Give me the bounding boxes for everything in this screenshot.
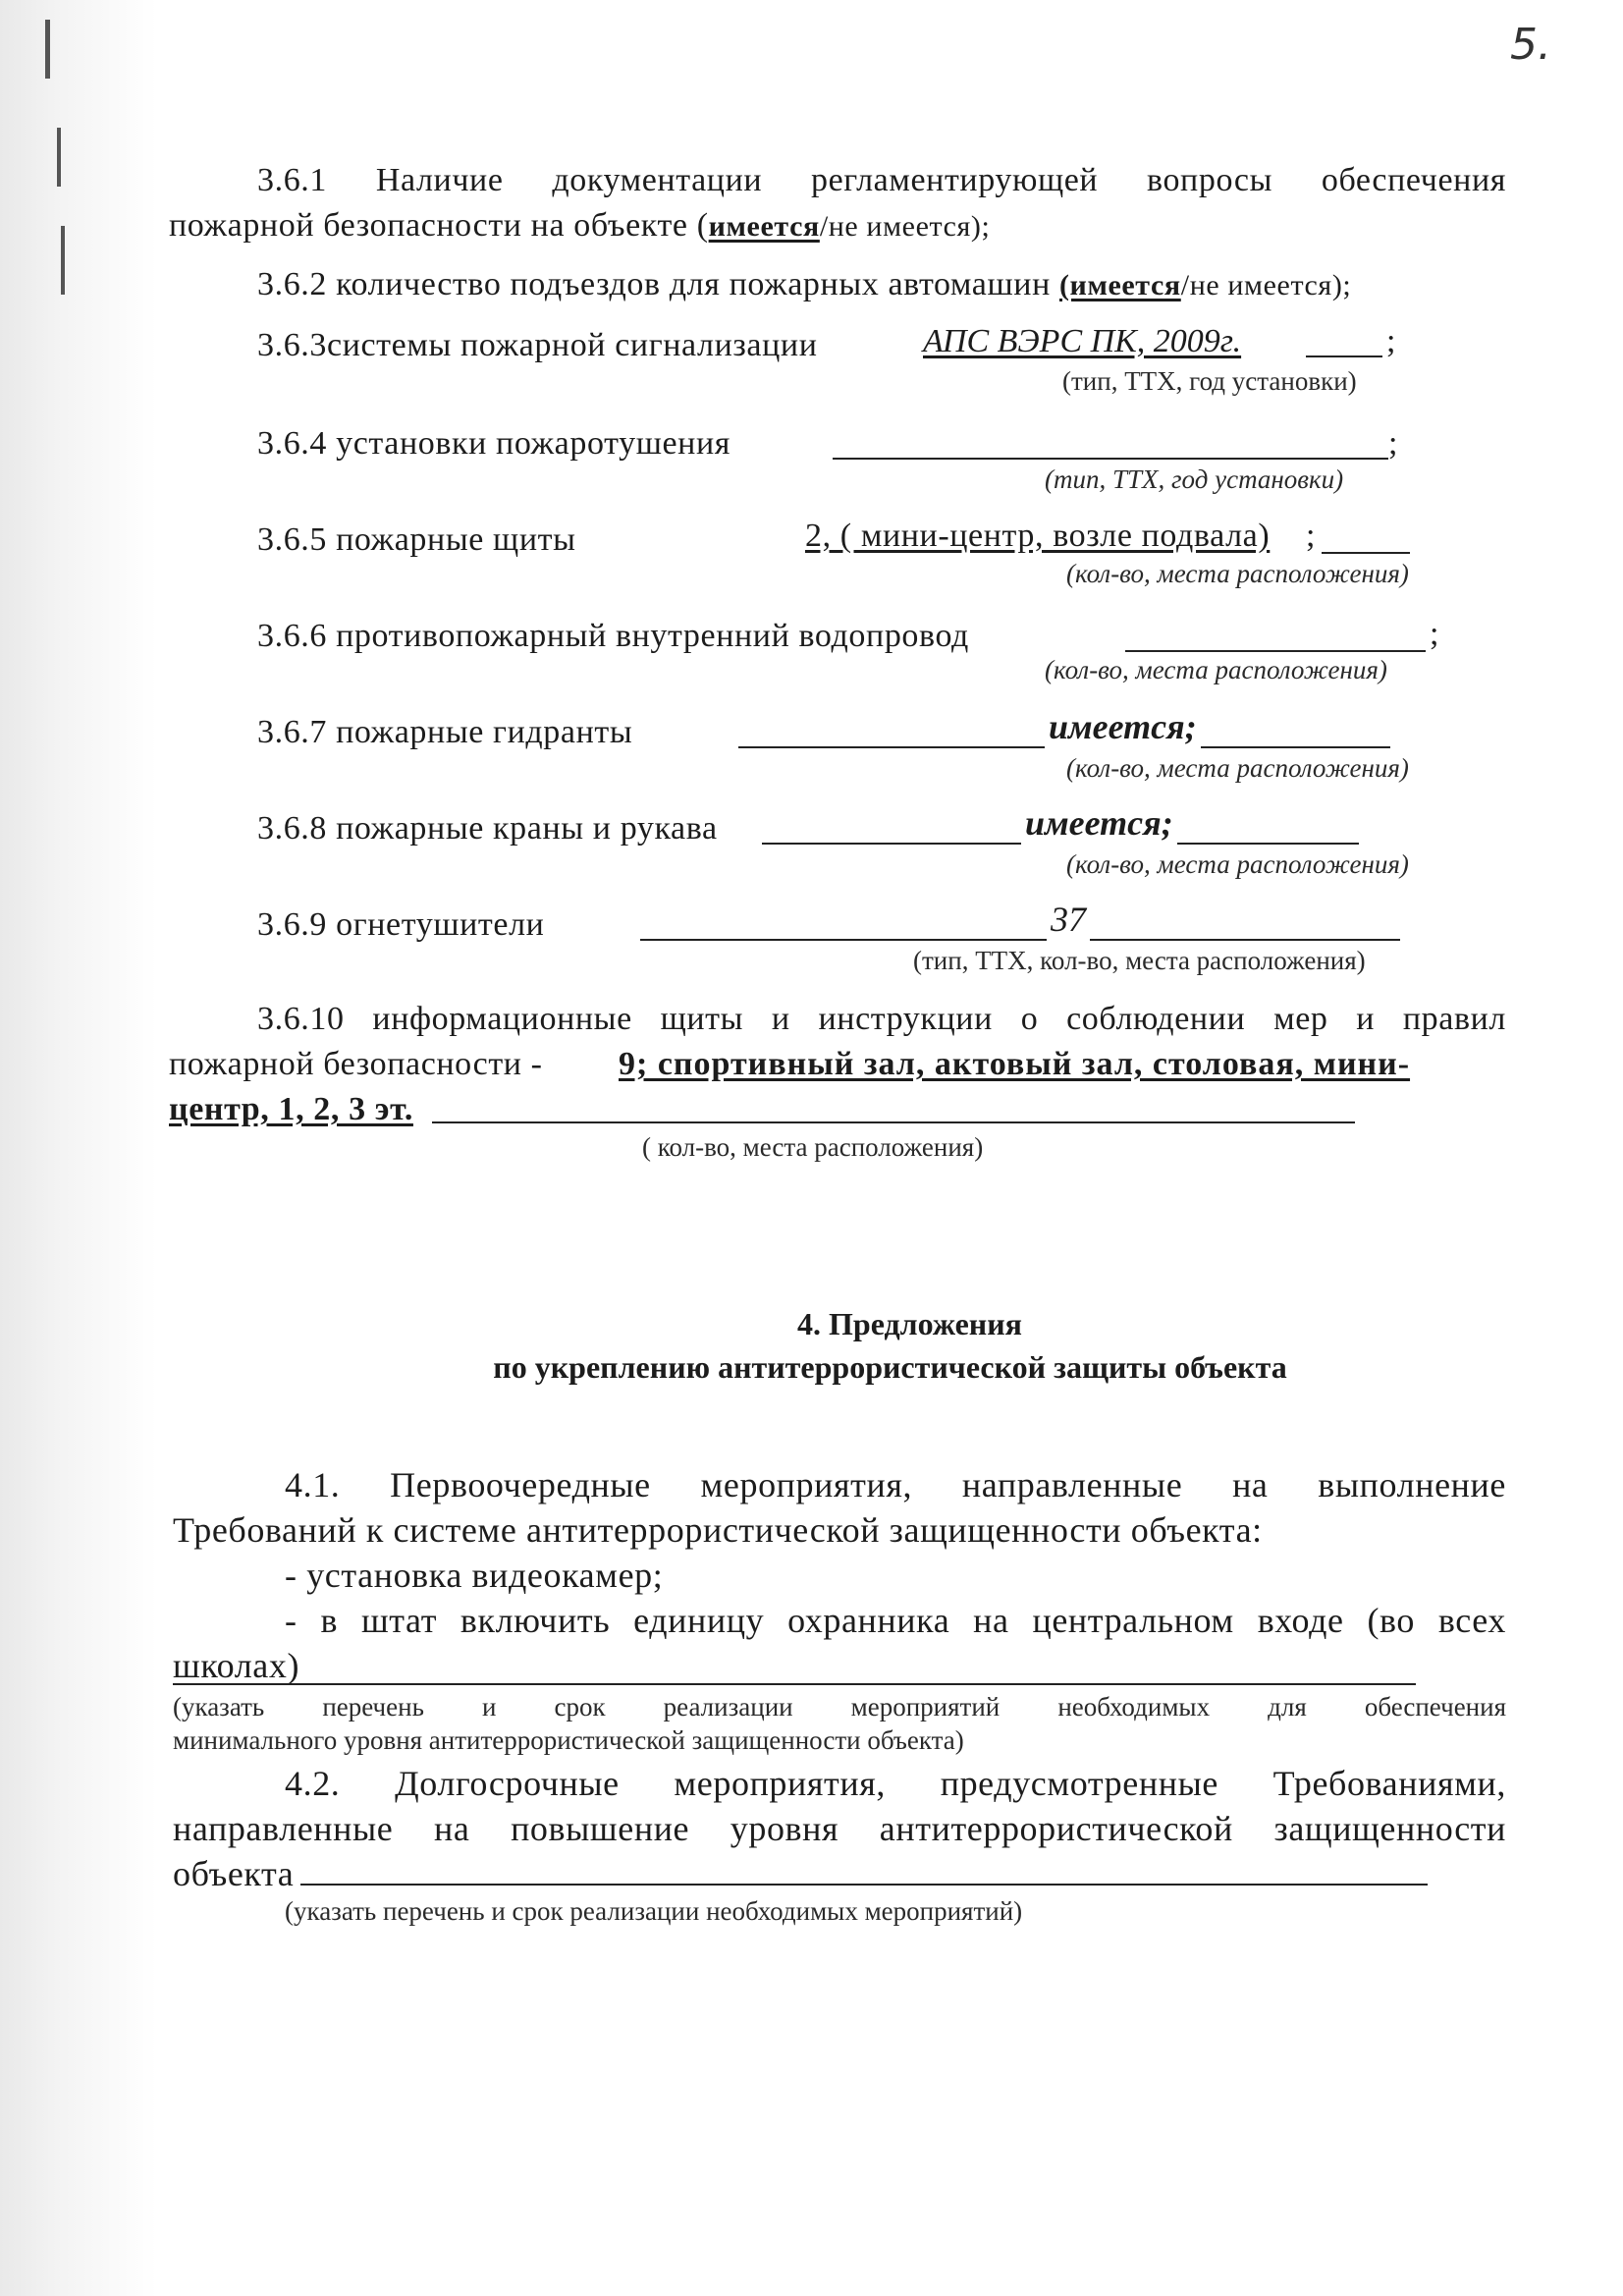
fill-line (1322, 552, 1410, 554)
fill-line (1306, 355, 1382, 357)
item-3-6-6-label: 3.6.6 противопожарный внутренний водопровод (257, 618, 969, 654)
item-3-6-3-value: АПС ВЭРС ПК, 2009г. (923, 323, 1242, 359)
fill-line (640, 939, 1400, 941)
scan-shadow (0, 0, 157, 2296)
item-3-6-10-line1: 3.6.10 информационные щиты и инструкции о соблюдении мер и правил (257, 1001, 1506, 1037)
item-3-6-5-value: 2, ( мини-центр, возле подвала) (805, 518, 1271, 554)
bullet-item: - установка видеокамер; (285, 1556, 664, 1595)
item-3-6-7-label: 3.6.7 пожарные гидранты (257, 714, 633, 750)
para-4-1-line1: 4.1. Первоочередные мероприятия, направленные на выполнение (285, 1465, 1506, 1504)
item-3-6-4-caption: (тип, ТТХ, год установки) (1045, 465, 1344, 494)
para-4-1-caption-line1: (указать перечень и срок реализации мероприятий необходимых для обеспечения (173, 1692, 1506, 1722)
item-3-6-9-value: 37 (1047, 898, 1090, 941)
para-4-2-line2: направленные на повышение уровня антитеррористической защищенности (173, 1809, 1506, 1848)
item-3-6-9-caption: (тип, ТТХ, кол-во, места расположения) (913, 946, 1366, 975)
fill-line (173, 1683, 1416, 1685)
text: /не имеется); (1180, 269, 1352, 301)
line-end: ; (1388, 425, 1399, 462)
section-4-subtitle: по укреплению антитеррористической защиты объекта (493, 1349, 1287, 1385)
exists-option: (имеется (1058, 269, 1181, 301)
line-end: ; (1386, 323, 1397, 359)
text: /не имеется); (819, 210, 991, 243)
section-4-title: 4. Предложения (797, 1306, 1022, 1341)
item-3-6-2 (257, 263, 1351, 307)
para-4-1-caption-line2: минимального уровня антитеррористической защищенности объекта) (173, 1725, 964, 1755)
item-3-6-10-line2-label: пожарной безопасности - (169, 1046, 543, 1082)
item-3-6-8-caption: (кол-во, места расположения) (1066, 849, 1409, 879)
scan-mark (45, 20, 50, 79)
item-3-6-7-caption: (кол-во, места расположения) (1066, 753, 1409, 783)
item-3-6-6-caption: (кол-во, места расположения) (1045, 655, 1387, 684)
item-3-6-10-caption: ( кол-во, места расположения) (642, 1132, 984, 1162)
item-3-6-10-value-cont: центр, 1, 2, 3 эт. (169, 1091, 413, 1127)
line-end: ; (1430, 616, 1440, 652)
para-4-2-line3: объекта (173, 1854, 295, 1893)
text: 3.6.2 количество подъездов для пожарных автомашин (257, 266, 1059, 302)
item-3-6-8-label: 3.6.8 пожарные краны и рукава (257, 810, 718, 847)
item-3-6-4-label: 3.6.4 установки пожаротушения (257, 425, 731, 462)
item-3-6-1-line1: 3.6.1 Наличие документации регламентирующей вопросы обеспечения (257, 162, 1506, 198)
item-3-6-9-label: 3.6.9 огнетушители (257, 906, 545, 943)
scan-mark (57, 128, 61, 187)
item-3-6-7-value: имеется; (1045, 705, 1201, 748)
para-4-2-line1: 4.2. Долгосрочные мероприятия, предусмотренные Требованиями, (285, 1764, 1506, 1803)
item-3-6-1-line2 (169, 204, 990, 248)
item-3-6-5-caption: (кол-во, места расположения) (1066, 559, 1409, 588)
para-4-1-line2: Требований к системе антитеррористической защищенности объекта: (173, 1510, 1263, 1550)
fill-line (300, 1884, 1428, 1886)
para-4-2-caption: (указать перечень и срок реализации необходимых мероприятий) (285, 1896, 1023, 1926)
text: пожарной безопасности на объекте ( (169, 207, 709, 244)
exists-option: имеется (708, 210, 820, 243)
page-number: 5. (1510, 20, 1551, 70)
fill-line (833, 458, 1388, 460)
line-end: ; (1306, 518, 1317, 554)
item-3-6-10-value: 9; спортивный зал, актовый зал, столовая, мини- (619, 1046, 1411, 1082)
bullet-item: - в штат включить единицу охранника на центральном входе (во всех (285, 1601, 1506, 1640)
fill-line (432, 1121, 1355, 1123)
item-3-6-8-value: имеется; (1021, 801, 1177, 845)
item-3-6-3-label: 3.6.3системы пожарной сигнализации (257, 327, 818, 363)
item-3-6-3-caption: (тип, ТТХ, год установки) (1062, 366, 1357, 396)
bullet-item-cont: школах) (173, 1646, 300, 1685)
scan-mark (61, 226, 65, 295)
item-3-6-5-label: 3.6.5 пожарные щиты (257, 521, 576, 558)
fill-line (1125, 650, 1426, 652)
